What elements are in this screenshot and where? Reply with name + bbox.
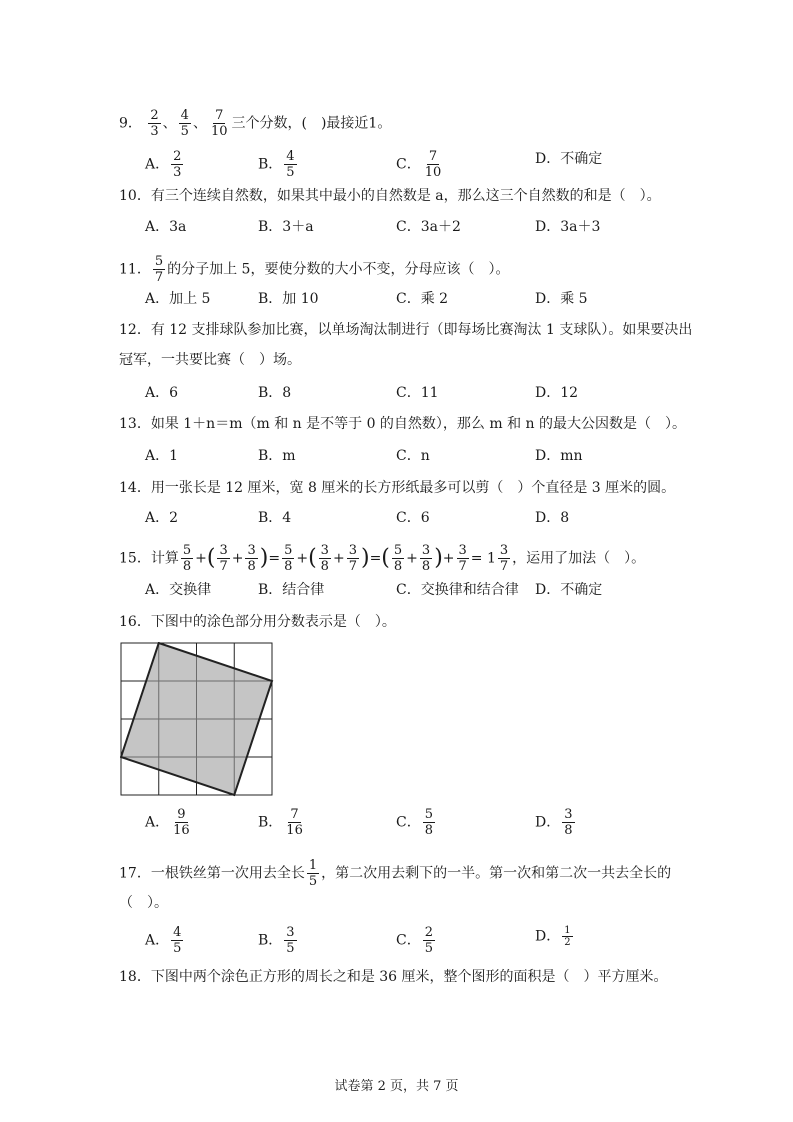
- question-10: 10．有三个连续自然数，如果其中最小的自然数是 a，那么这三个自然数的和是（ ）。: [119, 188, 661, 204]
- option-b[interactable]: B． $\frac{4}{5}$: [258, 149, 295, 180]
- option-d[interactable]: D．不确定: [535, 582, 603, 598]
- option-c[interactable]: C． $\frac{2}{5}$: [396, 925, 433, 956]
- option-c[interactable]: C．交换律和结合律: [396, 582, 519, 598]
- option-a[interactable]: A．1: [145, 448, 179, 464]
- option-c[interactable]: C． $\frac{5}{8}$: [396, 807, 433, 838]
- option-a[interactable]: A．2: [145, 510, 179, 526]
- option-a[interactable]: A． $\frac{2}{3}$: [145, 149, 182, 180]
- option-c[interactable]: C．乘 2: [396, 291, 449, 307]
- option-c[interactable]: C．11: [396, 385, 439, 401]
- option-c[interactable]: C．n: [396, 448, 430, 464]
- option-a[interactable]: A． $\frac{9}{16}$: [145, 807, 190, 838]
- question-17: 17．一根铁丝第一次用去全长 $\frac{1}{5}$ ，第二次用去剩下的一半。第一次和第二次一共去全长的: [119, 858, 672, 889]
- option-d[interactable]: D．不确定: [535, 151, 603, 167]
- question-11: 11． $\frac{5}{7}$ 的分子加上 5，要使分数的大小不变，分母应该（ ）。: [119, 254, 510, 285]
- page-footer: 试卷第 2 页，共 7 页: [334, 1079, 459, 1094]
- option-a[interactable]: A． $\frac{4}{5}$: [145, 925, 182, 956]
- question-13: 13．如果 1＋n＝m（m 和 n 是不等于 0 的自然数），那么 m 和 n 的最大公因数是（ ）。: [119, 416, 687, 432]
- option-b[interactable]: B．结合律: [258, 582, 325, 598]
- question-15: 15．计算 $\frac{5}{8}$ +( $\frac{3}{7}$ + $\frac{3}{8}$ )= $\frac{5}{8}$ +( $\frac{3}{8}$ + $\frac{3}{7}$ )=( $\frac{5}{8}$ + $\frac{3}{8}$ )+ $\frac{3}{7}$ = 1 $\frac{3}{7}$ ，运用了加法（ ）。: [119, 543, 646, 574]
- option-b[interactable]: B．m: [258, 448, 296, 464]
- question-17-line2: （ ）。: [119, 895, 168, 911]
- option-c[interactable]: C．3a＋2: [396, 219, 461, 235]
- option-d[interactable]: D．3a＋3: [535, 219, 601, 235]
- question-12-line2: 冠军，一共要比赛（ ）场。: [119, 352, 301, 368]
- option-d[interactable]: D．12: [535, 385, 579, 401]
- question-18: 18．下图中两个涂色正方形的周长之和是 36 厘米，整个图形的面积是（ ）平方厘米。: [119, 969, 668, 985]
- option-b[interactable]: B．加 10: [258, 291, 319, 307]
- question-16: 16．下图中的涂色部分用分数表示是（ ）。: [119, 614, 396, 630]
- option-a[interactable]: A．3a: [145, 219, 187, 235]
- shaded-square-grid-figure: [120, 642, 274, 797]
- option-a[interactable]: A．交换律: [145, 582, 212, 598]
- option-b[interactable]: B．4: [258, 510, 292, 526]
- question-9: 9． $\frac{2}{3}$ 、 $\frac{4}{5}$ 、 $\frac{7}{10}$ 三个分数，( )最接近1。: [119, 108, 392, 139]
- option-b[interactable]: B．3＋a: [258, 219, 314, 235]
- option-c[interactable]: C． $\frac{7}{10}$: [396, 149, 442, 180]
- option-d[interactable]: D．乘 5: [535, 291, 588, 307]
- question-14: 14．用一张长是 12 厘米，宽 8 厘米的长方形纸最多可以剪（ ）个直径是 3 厘米的圆。: [119, 480, 676, 496]
- option-d[interactable]: D．mn: [535, 448, 583, 464]
- fraction: $\frac{2}{3}$: [150, 108, 159, 139]
- fraction: $\frac{7}{10}$: [210, 108, 228, 139]
- fraction: $\frac{4}{5}$: [180, 108, 189, 139]
- option-a[interactable]: A．6: [145, 385, 179, 401]
- option-d[interactable]: D． $\frac{1}{2}$: [535, 925, 571, 948]
- option-a[interactable]: A．加上 5: [145, 291, 211, 307]
- option-c[interactable]: C．6: [396, 510, 430, 526]
- option-b[interactable]: B．8: [258, 385, 292, 401]
- option-d[interactable]: D．8: [535, 510, 570, 526]
- question-12: 12．有 12 支排球队参加比赛，以单场淘汰制进行（即每场比赛淘汰 1 支球队）。如果要决出: [119, 322, 693, 338]
- option-b[interactable]: B． $\frac{7}{16}$: [258, 807, 303, 838]
- option-d[interactable]: D． $\frac{3}{8}$: [535, 807, 573, 838]
- option-b[interactable]: B． $\frac{3}{5}$: [258, 925, 295, 956]
